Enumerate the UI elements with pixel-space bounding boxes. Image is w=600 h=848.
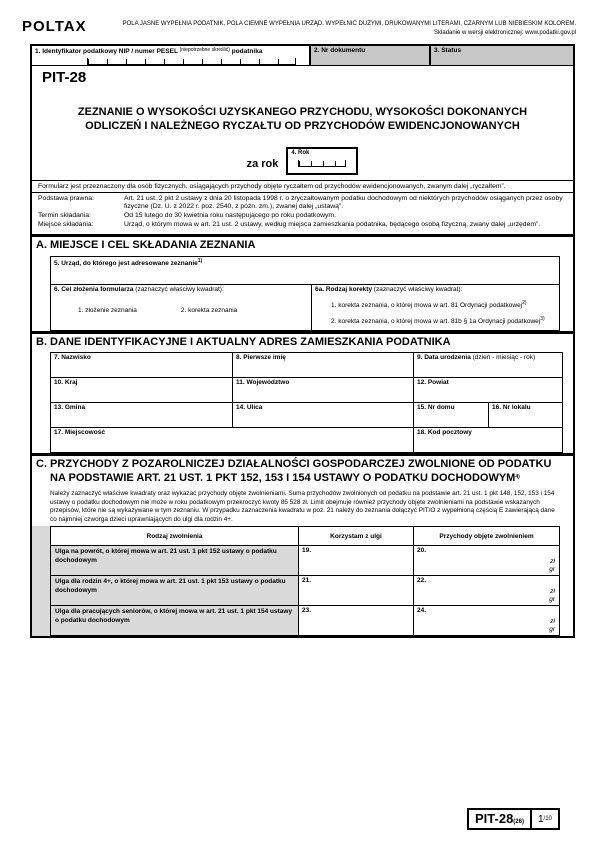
form-title <box>32 106 573 134</box>
field-15-nr-domu[interactable]: 15. Nr domu <box>413 402 489 428</box>
legal-basis-block <box>32 192 573 234</box>
tax-year-comb-input[interactable] <box>298 160 346 167</box>
page-footer <box>467 808 560 830</box>
identity-grid <box>50 352 560 453</box>
identity-row-3 <box>50 403 560 428</box>
option-korekta-art-81b-label: 2. korekta zeznania, o której mowa w art. 81b § 1a Ordynacji podatkowej <box>331 317 541 325</box>
section-b-header: B. DANE IDENTYFIKACYJNE I AKTUALNY ADRES ZAMIESZKANIA PODATNIKA <box>32 331 573 353</box>
field-10-kraj[interactable]: 10. Kraj <box>50 377 233 403</box>
field-18-kod-pocztowy[interactable]: 18. Kod pocztowy <box>413 427 563 453</box>
option-zlozenie-zeznania[interactable]: 1. złożenie zeznania <box>78 306 137 314</box>
zl-unit: zł <box>550 617 555 625</box>
legal-basis-row <box>38 195 567 213</box>
field-16-nr-lokalu[interactable]: 16. Nr lokalu <box>488 402 563 428</box>
field-5-urzad[interactable] <box>50 256 560 285</box>
field-11-wojewodztwo[interactable]: 11. Województwo <box>232 377 414 403</box>
field-5-footnote: 1) <box>197 257 203 264</box>
field-6a-label: 6a. Rodzaj korekty <box>315 285 373 293</box>
amount-cell-24-number: 24. <box>417 607 427 615</box>
document-number-field <box>309 46 429 65</box>
amount-cell-22-number: 22. <box>417 577 427 585</box>
section-c-footnote: 4) <box>515 474 520 481</box>
nip-pesel-label: 1. Identyfikator podatkowy NIP / numer PESEL <box>35 48 178 55</box>
checkbox-cell-19[interactable]: 19. <box>298 545 414 576</box>
option-korekta-art-81b[interactable] <box>331 316 556 325</box>
field-6-note: (zaznaczyć właściwy kwadrat): <box>135 285 224 293</box>
currency-units <box>549 618 555 634</box>
id-row <box>30 44 575 67</box>
option-korekta-art-81-footnote: 2) <box>522 299 527 306</box>
currency-units <box>549 588 555 604</box>
form-code: PIT-28 <box>42 69 87 86</box>
tax-year-label: za rok <box>246 157 279 170</box>
field-8-pierwsze-imie[interactable]: 8. Pierwsze imię <box>232 352 414 378</box>
amount-cell-24[interactable] <box>413 605 560 636</box>
page-number: 1 <box>537 813 544 825</box>
amount-cell-22[interactable] <box>413 575 560 606</box>
document-number-label: 2. Nr dokumentu <box>314 47 366 54</box>
zl-unit: zł <box>550 587 555 595</box>
nip-pesel-suffix: podatnika <box>231 48 263 55</box>
relief-row-ulga-seniorow <box>50 605 560 636</box>
checkbox-cell-23[interactable]: 23. <box>298 605 414 636</box>
relief-label: Ulga na powrót, o której mowa w art. 21 ust. 1 pkt 152 ustawy o podatku dochodowym <box>50 545 299 576</box>
left-shaded-strip <box>32 526 50 636</box>
identity-row-2 <box>50 378 560 403</box>
gr-unit: gr <box>549 596 555 603</box>
field-6-label: 6. Cel złożenia formularza <box>54 285 134 293</box>
fill-instructions-line1: POLA JASNE WYPEŁNIA PODATNIK, POLA CIEMNE WYPEŁNIA URZĄD. WYPEŁNIĆ DUŻYMI, DRUKOWANYMI LITERAMI, CZARNYM LUB NIEBIESKIM KOLOREM. <box>122 21 576 27</box>
form-title-line1: ZEZNANIE O WYSOKOŚCI UZYSKANEGO PRZYCHODU, WYSOKOŚCI DOKONANYCH <box>77 106 528 118</box>
nip-pesel-comb-input[interactable] <box>87 58 296 65</box>
field-6-cel-zlozenia <box>50 285 312 331</box>
relief-label: Ulga dla rodzin 4+, o której mowa w art. 21 ust. 1 pkt 153 ustawy o podatku dochodowym <box>50 575 299 606</box>
col-rodzaj-zwolnienia: Rodzaj zwolnienia <box>50 526 299 546</box>
filing-deadline-row <box>38 212 567 221</box>
tax-year-field-label: 4. Rok <box>291 149 310 156</box>
form-version: (26) <box>513 819 524 825</box>
field-6-options <box>78 307 308 314</box>
field-14-ulica[interactable]: 14. Ulica <box>232 402 414 428</box>
status-label: 3. Status <box>434 47 462 54</box>
form-purpose-note: Formularz jest przeznaczony dla osób fizycznych, osiągających przychody objęte ryczałtem od przychodów ewidencjonowanych, zwanym dalej „ryczałtem”. <box>32 180 573 192</box>
form-code-footer <box>467 808 532 830</box>
relief-label: Ulga dla pracujących seniorów, o której mowa w art. 21 ust. 1 pkt 154 ustawy o podatku dochodowym <box>50 605 299 636</box>
page-indicator <box>532 808 560 830</box>
efiling-note: Składanie w wersji elektronicznej: www.podatki.gov.pl <box>434 30 576 36</box>
form-body <box>30 66 575 638</box>
filing-deadline-text: Od 15 lutego do 30 kwietnia roku następującego po roku podatkowym. <box>124 212 336 220</box>
field-6a-rodzaj-korekty <box>312 285 560 331</box>
filing-place-label: Miejsce składania: <box>38 220 94 228</box>
gr-unit: gr <box>549 626 555 633</box>
relief-table-header <box>50 526 560 546</box>
amount-cell-20-number: 20. <box>417 547 427 555</box>
tax-year-field[interactable] <box>286 147 358 175</box>
field-13-gmina[interactable]: 13. Gmina <box>50 402 233 428</box>
option-korekta-art-81b-footnote: 3) <box>540 315 545 322</box>
status-field <box>429 46 573 65</box>
field-7-nazwisko[interactable]: 7. Nazwisko <box>50 352 233 378</box>
legal-basis-text: Art. 21 ust. 2 pkt 2 ustawy z dnia 20 listopada 1998 r. o zryczałtowanym podatku dochodowym od niektórych przychodów osiąganych przez osoby fizyczne (Dz. U. z 2022 r. poz. 2540, z późn. zm.), zwanej dalej „ustawą”. <box>124 194 563 211</box>
field-6a-note: (zaznaczyć właściwy kwadrat): <box>373 285 463 293</box>
field-9-note: (dzień - miesiąc - rok) <box>472 354 536 362</box>
identity-row-4 <box>50 428 560 453</box>
section-c-description: Należy zaznaczyć właściwe kwadraty oraz wykazać przychody objęte zwolnieniami. Suma przychodów zwolnionych od podatku na podstawie art. 21 ust. 1 pkt 148, 152, 153 i 154 ustawy o podatku dochodowym nie może w roku podatkowym przekroczyć kwoty 85 528 zł. Limit obejmuje również przychody objęte zwolnieniami na podstawie wskazanych przepisów, które nie są wykazywane w tym zeznaniu. W przypadku zaznaczenia kwadratu w poz. 21 należy do zeznania dołączyć PIT/O z wypełnioną częścią E zawierającą dane co najmniej czworga dzieci uprawniających do ulgi dla rodzin 4+. <box>50 489 555 524</box>
filing-deadline-label: Termin składania: <box>38 212 91 220</box>
section-c-header <box>32 453 573 489</box>
gr-unit: gr <box>549 566 555 573</box>
field-9-label: 9. Data urodzenia <box>417 354 471 362</box>
form-code-footer-text: PIT-28 <box>475 811 514 826</box>
nip-pesel-field[interactable] <box>32 46 309 65</box>
field-5-label: 5. Urząd, do którego jest adresowane zeznanie <box>54 259 198 267</box>
option-korekta-art-81[interactable] <box>331 300 556 309</box>
field-6a-options <box>315 300 556 325</box>
section-c-title: C. PRZYCHODY Z POZAROLNICZEJ DZIAŁALNOŚCI GOSPODARCZEJ ZWOLNIONE OD PODATKU NA PODSTAWIE ART. 21 UST. 1 PKT 152, 153 I 154 USTAWY O PODATKU DOCHODOWYM <box>36 458 552 485</box>
purpose-row <box>50 285 560 331</box>
field-12-powiat[interactable]: 12. Powiat <box>413 377 563 403</box>
section-a-header: A. MIEJSCE I CEL SKŁADANIA ZEZNANIA <box>32 234 573 256</box>
field-9-data-urodzenia[interactable] <box>413 352 563 378</box>
identity-row-1 <box>50 352 560 378</box>
relief-row-ulga-rodzin-4plus <box>50 575 560 606</box>
option-korekta-art-81-label: 1. korekta zeznania, o której mowa w art. 81 Ordynacji podatkowej <box>331 301 523 309</box>
nip-pesel-note: (niepotrzebne skreślić) <box>179 47 230 53</box>
poltax-logo: POLTAX <box>22 18 87 35</box>
zl-unit: zł <box>550 557 555 565</box>
page-total: /10 <box>543 816 552 822</box>
relief-table <box>50 526 560 636</box>
legal-basis-label: Podstawa prawna: <box>38 194 94 202</box>
option-korekta-zeznania[interactable]: 2. korekta zeznania <box>180 306 238 314</box>
relief-row-ulga-na-powrot <box>50 545 560 576</box>
checkbox-cell-21[interactable]: 21. <box>298 575 414 606</box>
field-17-miejscowosc[interactable]: 17. Miejscowość <box>50 427 414 453</box>
col-korzystam-z-ulgi: Korzystam z ulgi <box>298 526 414 546</box>
tax-year-row <box>32 147 573 175</box>
form-title-line2: ODLICZEŃ I NALEŻNEGO RYCZAŁTU OD PRZYCHODÓW EWIDENCJONOWANYCH <box>85 119 520 132</box>
filing-place-text: Urząd, o którym mowa w art. 21 ust. 2 ustawy, według miejsca zamieszkania podatnika, będącego osobą fizyczną, zwany dalej „urzędem”. <box>124 220 541 228</box>
currency-units <box>549 558 555 574</box>
col-przychody-objete: Przychody objęte zwolnieniem <box>413 526 560 546</box>
filing-place-row <box>38 221 567 230</box>
amount-cell-20[interactable] <box>413 545 560 576</box>
fill-instructions <box>106 20 576 38</box>
